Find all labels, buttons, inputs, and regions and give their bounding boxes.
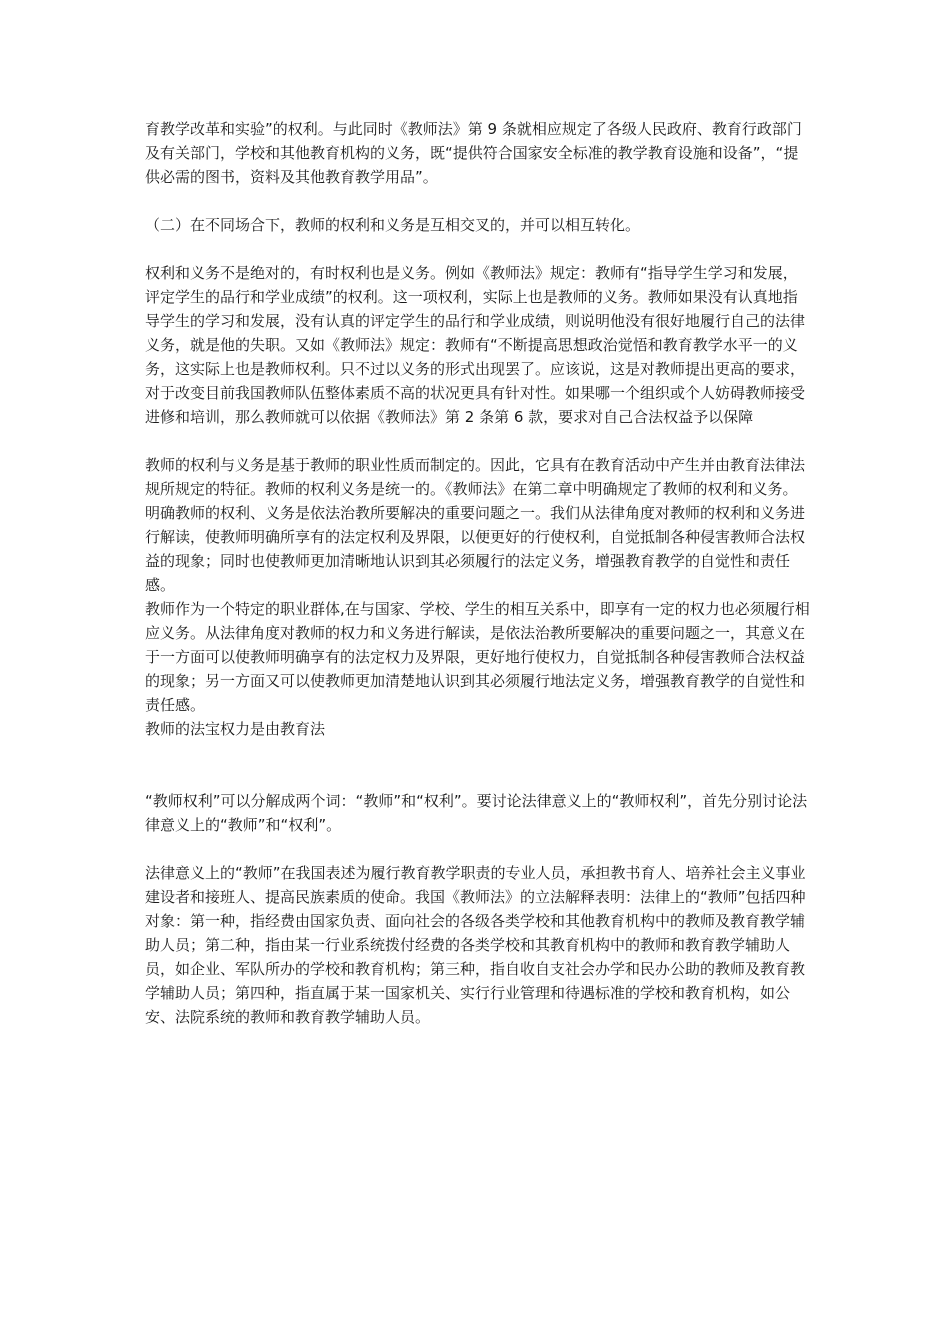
paragraph-rights-also-obligations: 权利和义务不是绝对的，有时权利也是义务。例如《教师法》规定：教师有“指导学生学习和发展，评定学生的品行和学业成绩”的权利。这一项权利，实际上也是教师的义务。教师如果没有认真地指导学生的学习和发展，没有认真的评定学生的品行和学业成绩，则说明他没有很好地履行自己的法律义务，就是他的失职。又如《教师法》规定：教师有“不断提高思想政治觉悟和教育教学水平一的义务，这实际上也是教师权利。只不过以义务的形式出现罢了。应该说，这是对教师提出更高的要求，对于改变目前我国教师队伍整体素质不高的状况更具有针对性。如果哪一个组织或个人妨碍教师接受进修和培训，那么教师就可以依据《教师法》第 2 条第 6 款，要求对自己合法权益予以保障: [145, 264, 806, 426]
section-heading-rights-obligations: （二）在不同场合下，教师的权利和义务是互相交叉的，并可以相互转化。: [145, 216, 641, 234]
paragraph-spacer: [145, 741, 810, 789]
paragraph-spacer: [145, 429, 810, 453]
paragraph-spacer: [145, 189, 810, 213]
document-body: [145, 117, 810, 1029]
paragraph-fragment: 教师的法宝权力是由教育法: [145, 720, 326, 738]
paragraph-legal-teacher: 法律意义上的“教师”在我国表述为履行教育教学职责的专业人员，承担教书育人、培养社会主义事业建设者和接班人、提高民族素质的使命。我国《教师法》的立法解释表明：法律上的“教师”包括四种对象：第一种，指经费由国家负责、面向社会的各级各类学校和其他教育机构中的教师及教育教学辅助人员；第二种，指由某一行业系统拨付经费的各类学校和其教育机构中的教师和教育教学辅助人员，如企业、军队所办的学校和教育机构；第三种，指自收自支社会办学和民办公助的教师及教育教学辅助人员；第四种，指直属于某一国家机关、实行行业管理和待遇标准的学校和教育机构，如公安、法院系统的教师和教育教学辅助人员。: [145, 864, 806, 1026]
paragraph-teacher-rights-definition: “教师权利”可以分解成两个词：“教师”和“权利”。要讨论法律意义上的“教师权利”，首先分别讨论法律意义上的“教师”和“权利”。: [145, 792, 808, 834]
paragraph-professional-group: 教师作为一个特定的职业群体,在与国家、学校、学生的相互关系中，即享有一定的权力也必须履行相应义务。从法律角度对教师的权力和义务进行解读，是依法治教所要解决的重要问题之一，其意义在于一方面可以使教师明确享有的法定权力及界限，更好地行使权力，自觉抵制各种侵害教师合法权益的现象；另一方面又可以使教师更加清楚地认识到其必须履行地法定义务，增强教育教学的自觉性和责任感。: [145, 600, 810, 714]
paragraph-rights-basis: 教师的权利与义务是基于教师的职业性质而制定的。因此，它具有在教育活动中产生并由教育法律法规所规定的特征。教师的权利义务是统一的。《教师法》在第二章中明确规定了教师的权利和义务。: [145, 456, 806, 498]
paragraph-spacer: [145, 837, 810, 861]
paragraph-clarify-rights: 明确教师的权利、义务是依法治教所要解决的重要问题之一。我们从法律角度对教师的权利和义务进行解读，使教师明确所享有的法定权利及界限，以便更好的行使权利，自觉抵制各种侵害教师合法权益的现象；同时也使教师更加清晰地认识到其必须履行的法定义务，增强教育教学的自觉性和责任感。: [145, 504, 806, 594]
paragraph-rights-facilities: 育教学改革和实验”的权利。与此同时《教师法》第 9 条就相应规定了各级人民政府、教育行政部门及有关部门，学校和其他教育机构的义务，既“提供符合国家安全标准的教学教育设施和设备”，“提供必需的图书，资料及其他教育教学用品”。: [145, 120, 802, 186]
paragraph-spacer: [145, 237, 810, 261]
